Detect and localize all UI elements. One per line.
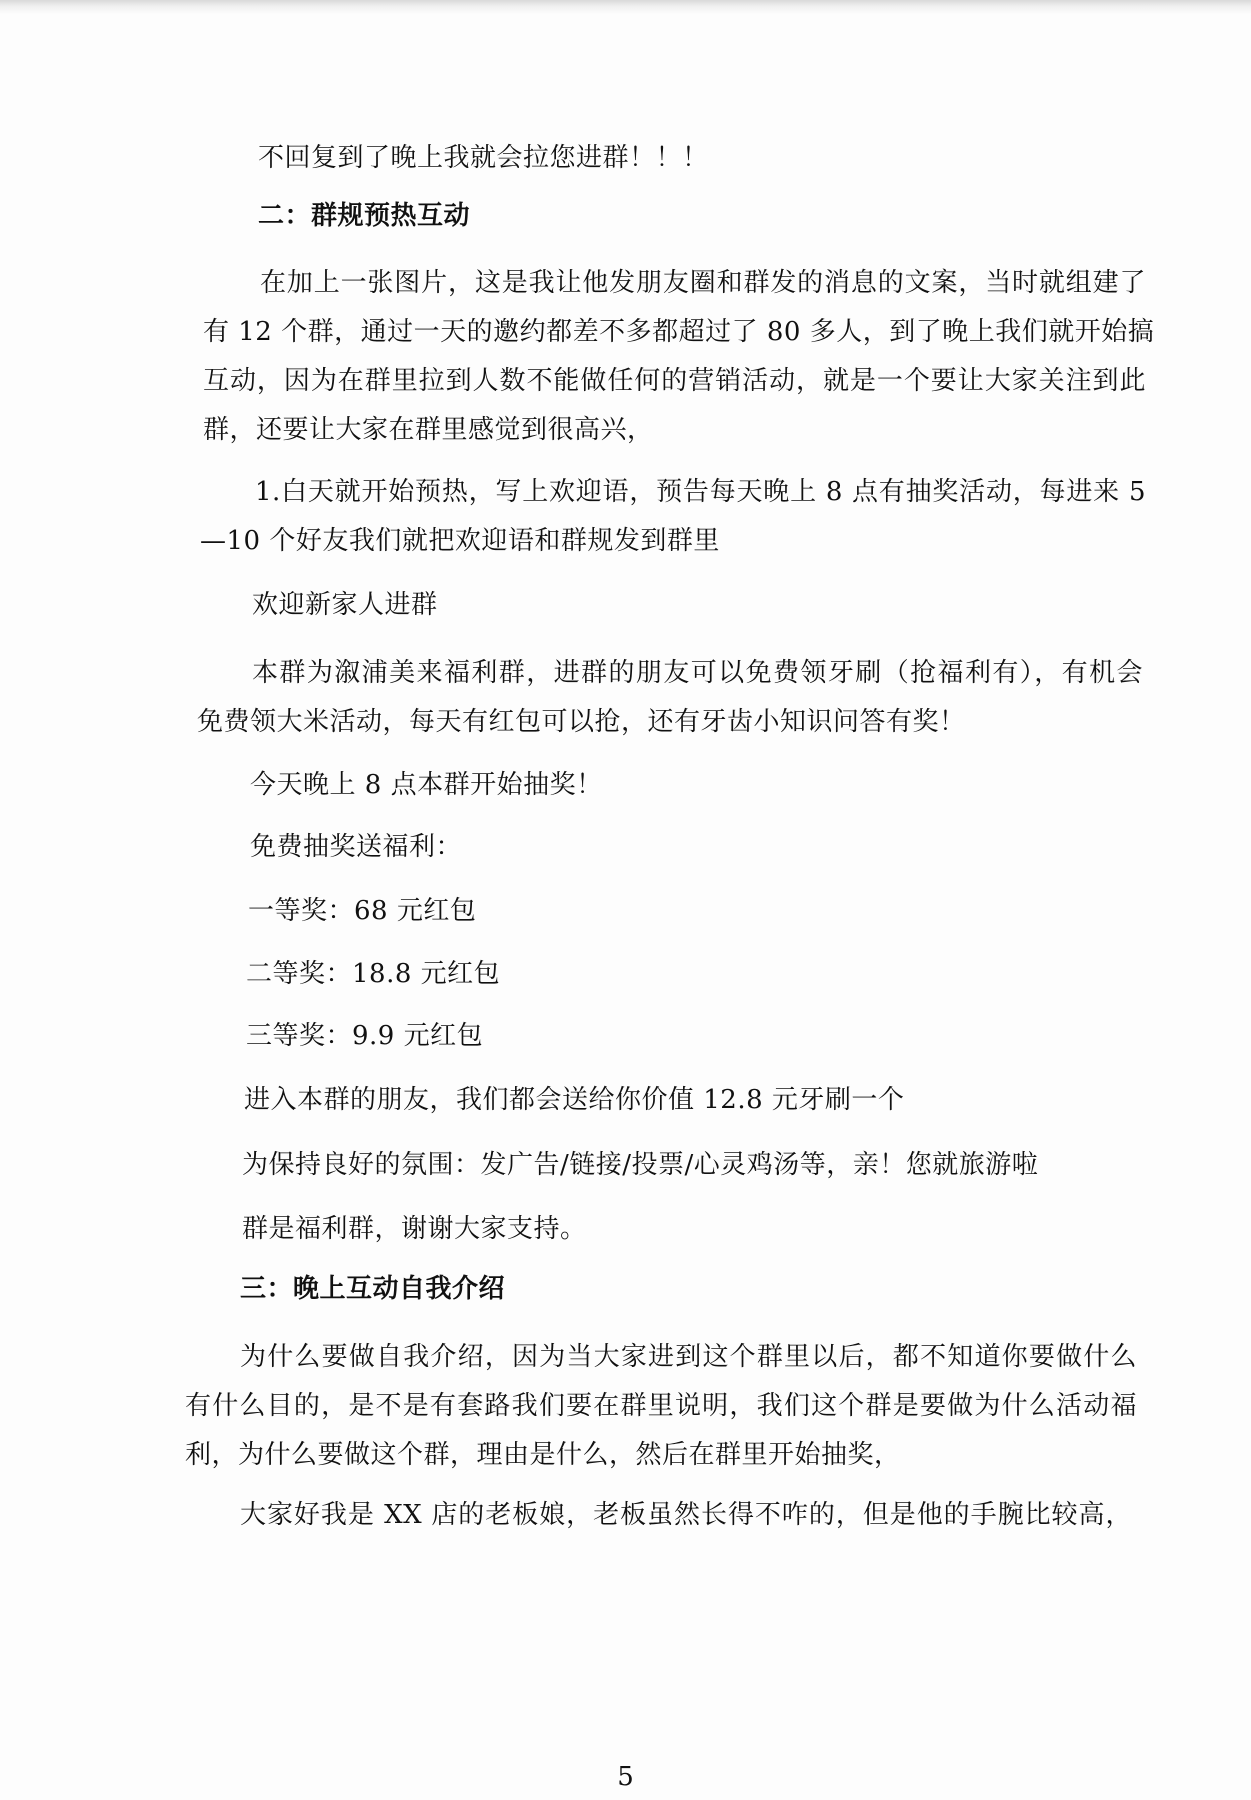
text-line: 二等奖：18.8 元红包	[246, 959, 501, 989]
paragraph-line: 群，还要让大家在群里感觉到很高兴，	[203, 415, 654, 445]
paragraph-line: 互动，因为在群里拉到人数不能做任何的营销活动，就是一个要让大家关注到此	[203, 366, 1146, 396]
text-line: 免费抽奖送福利：	[250, 832, 463, 862]
text-line: 群是福利群，谢谢大家支持。	[242, 1214, 587, 1244]
text-line: 进入本群的朋友，我们都会送给你价值 12.8 元牙刷一个	[244, 1085, 905, 1115]
paragraph-line: 为什么要做自我介绍，因为当大家进到这个群里以后，都不知道你要做什么	[240, 1342, 1137, 1372]
paragraph-line: 1.白天就开始预热，写上欢迎语，预告每天晚上 8 点有抽奖活动，每进来 5	[255, 477, 1146, 507]
text-line: 为保持良好的氛围：发广告/链接/投票/心灵鸡汤等，亲！您就旅游啦	[242, 1150, 1039, 1180]
scan-edge	[0, 0, 1251, 14]
section-heading: 二：群规预热互动	[258, 201, 471, 231]
text-line: 一等奖：68 元红包	[248, 896, 477, 926]
paragraph-line: 大家好我是 XX 店的老板娘，老板虽然长得不咋的，但是他的手腕比较高，	[240, 1500, 1132, 1530]
paragraph-line: 免费领大米活动，每天有红包可以抢，还有牙齿小知识问答有奖！	[197, 707, 966, 737]
section-heading: 三：晚上互动自我介绍	[240, 1274, 506, 1304]
text-line: 三等奖：9.9 元红包	[246, 1021, 484, 1051]
paragraph-line: 本群为溆浦美来福利群，进群的朋友可以免费领牙刷（抢福利有），有机会	[252, 658, 1143, 688]
page-number: 5	[617, 1762, 634, 1792]
paragraph-line: 在加上一张图片，这是我让他发朋友圈和群发的消息的文案，当时就组建了	[260, 268, 1146, 298]
text-line: 欢迎新家人进群	[252, 590, 438, 620]
paragraph-line: 有什么目的，是不是有套路我们要在群里说明，我们这个群是要做为什么活动福	[185, 1391, 1137, 1421]
text-line: 不回复到了晚上我就会拉您进群！！！	[258, 143, 709, 173]
paragraph-line: 利，为什么要做这个群，理由是什么，然后在群里开始抽奖，	[185, 1440, 901, 1470]
paragraph-line: —10 个好友我们就把欢迎语和群规发到群里	[200, 526, 720, 556]
paragraph-line: 有 12 个群，通过一天的邀约都差不多都超过了 80 多人，到了晚上我们就开始搞	[203, 317, 1155, 347]
text-line: 今天晚上 8 点本群开始抽奖！	[250, 770, 603, 800]
